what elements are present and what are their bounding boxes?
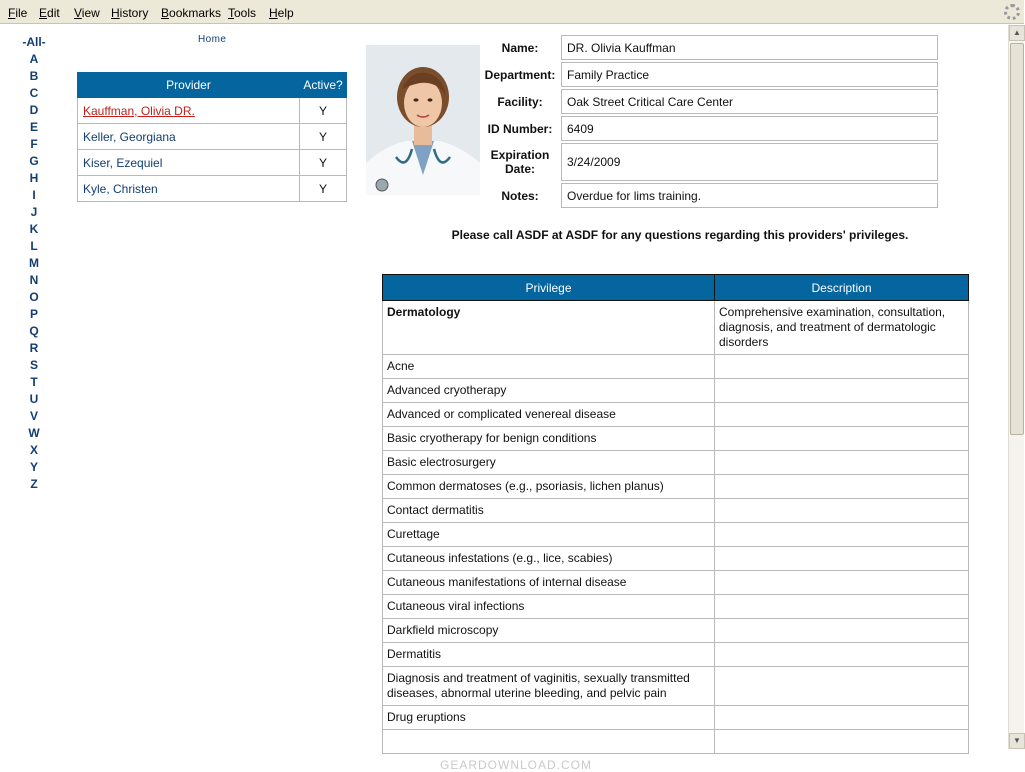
description-cell [715,595,969,619]
alphabet-link-c[interactable]: C [29,86,39,100]
privilege-cell [383,730,715,754]
active-column-header: Active? [300,73,347,98]
menu-view[interactable]: View [74,6,100,20]
detail-value: Overdue for lims training. [561,183,938,208]
provider-row[interactable] [78,124,347,150]
provider-photo [366,45,480,195]
alphabet-link-x[interactable]: X [29,443,38,457]
loading-throbber-icon [1004,4,1020,20]
alphabet-link-j[interactable]: J [30,205,38,219]
detail-label: Department: [484,67,556,82]
description-cell [715,499,969,523]
detail-row [481,62,938,87]
provider-row[interactable] [78,150,347,176]
privilege-cell: Drug eruptions [383,706,715,730]
menu-tools[interactable]: Tools [228,6,257,20]
privilege-cell: Dermatitis [383,643,715,667]
provider-table-body [78,98,347,202]
alphabet-nav [18,36,50,495]
alphabet-link-z[interactable]: Z [30,477,38,491]
privilege-row [383,706,969,730]
detail-row [481,183,938,208]
privilege-cell: Advanced or complicated venereal disease [383,403,715,427]
alphabet-link-b[interactable]: B [29,69,39,83]
privilege-row [383,571,969,595]
description-cell [715,403,969,427]
privilege-row [383,619,969,643]
privilege-cell: Curettage [383,523,715,547]
detail-row [481,35,938,60]
privilege-row [383,427,969,451]
scrollbar-thumb[interactable] [1010,43,1024,435]
alphabet-link-u[interactable]: U [29,392,39,406]
detail-label: Notes: [501,188,539,203]
detail-value: 6409 [561,116,938,141]
provider-table [77,72,347,202]
page-content [0,25,1008,772]
alphabet-link-o[interactable]: O [29,290,39,304]
alphabet-link-e[interactable]: E [29,120,38,134]
description-cell [715,667,969,706]
privileges-table [382,274,969,754]
provider-table-header [78,73,347,98]
provider-details [481,33,938,210]
privilege-cell: Cutaneous infestations (e.g., lice, scabies) [383,547,715,571]
alphabet-link-d[interactable]: D [29,103,39,117]
description-cell: Comprehensive examination, consultation, diagnosis, and treatment of dermatologic disorders [715,301,969,355]
watermark: GEARDOWNLOAD.COM [440,758,593,772]
detail-row [481,89,938,114]
provider-name-link[interactable]: Keller, Georgiana [83,129,176,144]
description-cell [715,427,969,451]
provider-name-link[interactable]: Kyle, Christen [83,181,158,196]
privilege-row [383,523,969,547]
provider-photo-image [366,45,480,195]
privilege-row [383,379,969,403]
privilege-column-header: Privilege [383,275,715,301]
privilege-row [383,355,969,379]
alphabet-link-y[interactable]: Y [29,460,38,474]
detail-label: ID Number: [487,121,553,136]
description-cell [715,619,969,643]
menu-bookmarks[interactable]: Bookmarks [161,6,222,20]
alphabet-link-f[interactable]: F [30,137,38,151]
alphabet-link-g[interactable]: G [29,154,39,168]
detail-label: Expiration Date: [490,148,550,176]
alphabet-link-k[interactable]: K [29,222,39,236]
privilege-cell: Diagnosis and treatment of vaginitis, sexually transmitted diseases, abnormal uterine bleeding, and pelvic pain [383,667,715,706]
privilege-row [383,301,969,355]
provider-name-cell[interactable] [78,98,300,124]
provider-name-cell[interactable] [78,150,300,176]
description-column-header: Description [715,275,969,301]
detail-value: Family Practice [561,62,938,87]
description-cell [715,643,969,667]
detail-value: Oak Street Critical Care Center [561,89,938,114]
description-cell [715,547,969,571]
privilege-cell: Advanced cryotherapy [383,379,715,403]
privilege-cell: Basic cryotherapy for benign conditions [383,427,715,451]
privilege-row [383,403,969,427]
menu-edit[interactable]: Edit [39,6,60,20]
scroll-up-arrow-icon[interactable]: ▲ [1009,25,1025,41]
privilege-row [383,451,969,475]
privilege-cell: Cutaneous viral infections [383,595,715,619]
privilege-cell: Darkfield microscopy [383,619,715,643]
alphabet-link-r[interactable]: R [29,341,39,355]
alphabet-link-v[interactable]: V [29,409,38,423]
provider-name-cell[interactable] [78,124,300,150]
alphabet-link-t[interactable]: T [30,375,38,389]
alphabet-link-h[interactable]: H [29,171,39,185]
alphabet-link-n[interactable]: N [29,273,39,287]
menu-help[interactable]: Help [269,6,294,20]
alphabet-link-p[interactable]: P [29,307,38,321]
provider-row[interactable] [78,98,347,124]
privilege-row [383,643,969,667]
privilege-row [383,730,969,754]
privilege-row [383,475,969,499]
alphabet-link-q[interactable]: Q [29,324,39,338]
detail-value: 3/24/2009 [561,143,938,181]
provider-column-header: Provider [78,73,300,98]
alphabet-link-s[interactable]: S [29,358,38,372]
provider-name-cell[interactable] [78,176,300,202]
description-cell [715,451,969,475]
provider-name-link[interactable]: Kauffman, Olivia DR. [83,103,195,118]
provider-active-cell: Y [300,98,347,124]
description-cell [715,355,969,379]
vertical-scrollbar[interactable] [1008,25,1024,749]
privileges-table-header [383,275,969,301]
privilege-cell: Cutaneous manifestations of internal disease [383,571,715,595]
provider-active-cell: Y [300,124,347,150]
provider-row[interactable] [78,176,347,202]
privilege-cell: Basic electrosurgery [383,451,715,475]
privileges-table-body [383,301,969,754]
privilege-cell: Contact dermatitis [383,499,715,523]
privilege-cell: Common dermatoses (e.g., psoriasis, lichen planus) [383,475,715,499]
privilege-row [383,547,969,571]
detail-label: Name: [501,40,539,55]
alphabet-link-i[interactable]: I [32,188,36,202]
alphabet-link-w[interactable]: W [28,426,40,440]
description-cell [715,571,969,595]
alphabet-link-a[interactable]: A [29,52,39,66]
privilege-row [383,499,969,523]
description-cell [715,475,969,499]
description-cell [715,730,969,754]
home-link[interactable]: Home [198,34,227,45]
privilege-row [383,595,969,619]
description-cell [715,706,969,730]
provider-active-cell: Y [300,150,347,176]
description-cell [715,379,969,403]
alphabet-link-m[interactable]: M [29,256,39,270]
privilege-cell: Acne [383,355,715,379]
description-cell [715,523,969,547]
privilege-row [383,667,969,706]
detail-label: Facility: [497,94,543,109]
detail-value: DR. Olivia Kauffman [561,35,938,60]
menu-history[interactable]: History [111,6,149,20]
privilege-cell: Dermatology [383,301,715,355]
menu-bar [0,0,1024,24]
detail-row [481,143,938,181]
alphabet-link-all[interactable]: -All- [22,35,46,49]
provider-name-link[interactable]: Kiser, Ezequiel [83,155,163,170]
detail-row [481,116,938,141]
alphabet-link-l[interactable]: L [30,239,38,253]
provider-active-cell: Y [300,176,347,202]
menu-file[interactable]: File [8,6,28,20]
scroll-down-arrow-icon[interactable]: ▼ [1009,733,1025,749]
privileges-notice: Please call ASDF at ASDF for any questions regarding this providers' privileges. [451,228,909,242]
